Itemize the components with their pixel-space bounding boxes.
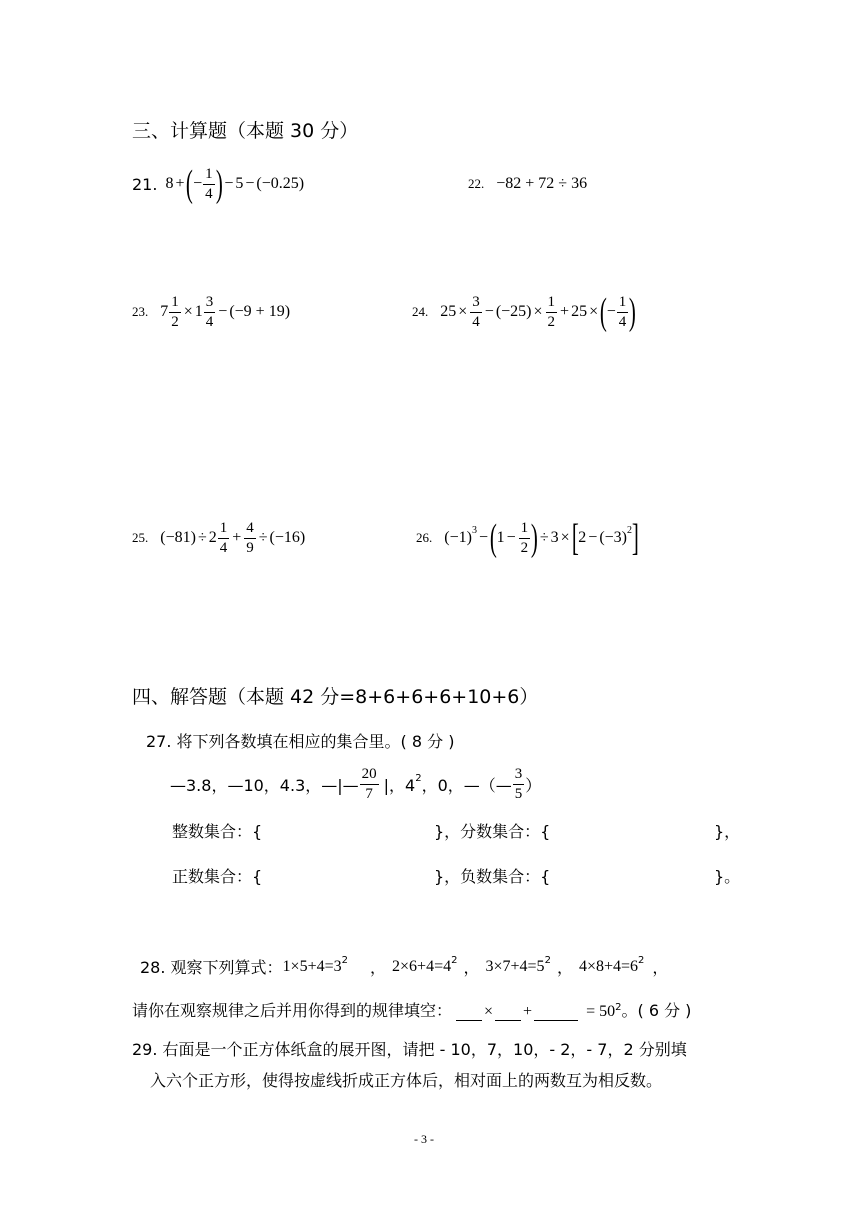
fraction-set-end: }， <box>714 822 741 841</box>
q27-numbers: ） <box>525 775 542 795</box>
section3-title: 三、计算题（本题 30 分） <box>132 120 359 142</box>
q28-line1: 28. 观察下列算式： 1×5+4=3 $^2$ ， 2×6+4=4 $^2$ ， 3×7+4=5 $^2$ ， 4×8+4=6 $^2$ ， <box>140 955 669 977</box>
section4-title: 四、解答题（本题 42 分=8+6+6+6+10+6） <box>132 686 539 708</box>
q21-term: −0.25 <box>261 175 299 192</box>
q27-numbers: —3.8，—10，4.3，—|— <box>170 775 359 795</box>
q24-term: 25 <box>440 303 457 320</box>
q28-score: 。( 6 分 ) <box>621 1001 692 1020</box>
q28-equation: 3×7+4=5 <box>485 957 545 975</box>
q24-fraction: $\frac{1}{4}$ <box>618 293 627 330</box>
positive-set-label: 正数集合：{ <box>172 867 263 886</box>
question-21: 21. 8 + ( − $\frac{1}{4}$ ) − 5 − ( −0.25 ) <box>132 163 305 205</box>
question-22 <box>468 172 587 196</box>
q24-number: 24. <box>412 304 429 319</box>
q24-fraction: $\frac{3}{4}$ <box>472 293 480 330</box>
q27-fraction: $\frac{20}{7}$ <box>361 765 377 802</box>
question-23: 23. 7 $\frac{1}{2}$ × 1 $\frac{3}{4}$ − ( −9 + 19 ) <box>132 293 291 330</box>
q26-term: 2 <box>578 529 587 546</box>
question-25: 25. ( −81 ) ÷ 2 $\frac{1}{4}$ + $\frac{4}{9}$ ÷ ( −16 ) <box>132 519 306 556</box>
q28-exponent: 2 <box>341 955 348 966</box>
q29-line1: 29. 右面是一个正方体纸盒的展开图，请把 - 10，7，10，- 2，- 7，2 分别填 <box>132 1040 687 1059</box>
q26-exponent: 2 <box>627 524 632 536</box>
q26-term: −3 <box>604 529 622 546</box>
q28-line2 <box>132 998 691 1021</box>
negative-set-label: }，负数集合：{ <box>434 867 551 886</box>
q25-mixed-number: 2 $\frac{1}{4}$ <box>208 519 228 556</box>
q28-blank-2[interactable] <box>495 1002 521 1021</box>
q24-term: −25 <box>501 303 527 320</box>
q28-equation: 1×5+4=3 <box>282 957 342 975</box>
question-26: 26. ( −1 ) $^3$ − ( 1 − $\frac{1}{2}$ ) ÷ 3 × [ 2 − ( −3 ) $^2$ ] <box>416 517 639 559</box>
q26-term: 3 <box>550 529 559 546</box>
q24-term: 25 <box>571 303 588 320</box>
q23-mixed-number: 1 $\frac{3}{4}$ <box>194 293 214 330</box>
fraction-set-label: }，分数集合：{ <box>434 822 551 841</box>
q21-number: 21. <box>132 174 158 194</box>
q25-term: −16 <box>274 529 300 546</box>
q28-exponent: 2 <box>638 955 645 966</box>
q25-fraction: $\frac{4}{9}$ <box>246 519 254 556</box>
q28-blank-1[interactable] <box>456 1002 482 1021</box>
q28-equation: 2×6+4=4 <box>392 957 452 975</box>
q26-term: −1 <box>449 529 467 546</box>
q28-equation: 4×8+4=6 <box>578 957 639 975</box>
q26-number: 26. <box>416 530 433 545</box>
q26-exponent: 3 <box>471 524 477 536</box>
q28-blank-3[interactable] <box>534 1002 578 1021</box>
q27-numbers: |，4 <box>383 775 416 795</box>
q28-exponent: 2 <box>544 955 551 966</box>
q22-number: 22. <box>468 176 485 191</box>
q23-number: 23. <box>132 304 149 319</box>
q23-mixed-number: 7 $\frac{1}{2}$ <box>160 293 179 330</box>
q27-number-list <box>170 760 541 808</box>
q25-term: −81 <box>165 529 191 546</box>
q27-exponent: 2 <box>415 772 422 784</box>
q27-fraction: $\frac{3}{5}$ <box>514 765 523 802</box>
question-24: 24. 25 × $\frac{3}{4}$ − ( −25 ) × $\frac{1}{2}$ + 25 × ( − $\frac{1}{4}$ ) <box>412 291 637 333</box>
q29-line2: 入六个正方形，使得按虚线折成正方体后，相对面上的两数互为相反数。 <box>150 1071 663 1090</box>
q27-numbers: ，0，—（— <box>421 775 512 795</box>
q28-intro: 28. 观察下列算式： <box>140 958 283 977</box>
page-number: - 3 - <box>414 1132 434 1146</box>
q23-term: −9 + 19 <box>234 303 285 320</box>
q27-prompt: 27. 将下列各数填在相应的集合里。( 8 分 ) <box>146 732 455 751</box>
q28-exponent: 2 <box>451 955 458 966</box>
q21-term: 8 <box>165 175 174 192</box>
q26-fraction: $\frac{1}{2}$ <box>520 519 529 556</box>
q28-operator: + <box>523 1003 533 1020</box>
q24-fraction: $\frac{1}{2}$ <box>547 293 556 330</box>
q25-number: 25. <box>132 530 149 545</box>
q28-result: = 50 <box>586 1003 616 1020</box>
integer-set-label: 整数集合：{ <box>172 822 263 841</box>
negative-set-end: }。 <box>714 867 741 886</box>
q21-term: 5 <box>235 175 244 192</box>
q28-instruction: 请你在观察规律之后并用你得到的规律填空： <box>132 1001 453 1020</box>
q26-term: 1 <box>496 529 505 546</box>
q21-fraction: $\frac{1}{4}$ <box>205 165 213 202</box>
q28-operator: × <box>484 1003 494 1020</box>
q22-expression: −82 + 72 ÷ 36 <box>496 175 588 192</box>
q28-exponent: 2 <box>615 1002 622 1013</box>
